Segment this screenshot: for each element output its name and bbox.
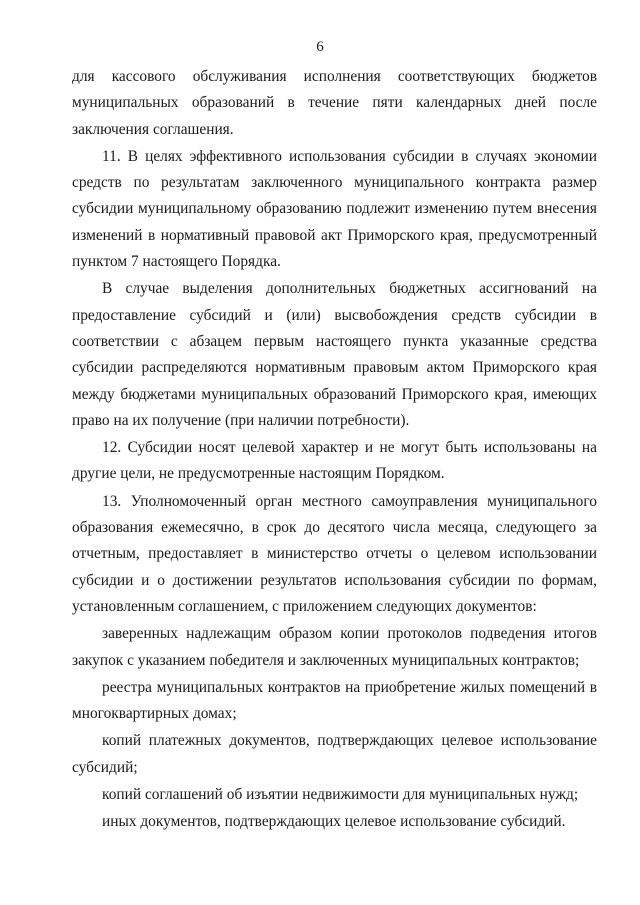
list-item-payment-documents: копий платежных документов, подтверждающих целевое использование субсидий; xyxy=(72,732,597,776)
paragraph-item-13: 13. Уполномоченный орган местного самоуправления муниципального образования ежемесячно, в срок до десятого числа месяца, следующего за отчетным, предоставляет в министерство отчеты о целевом использовании субсидии и о достижении результатов использования субсидии по формам, установленным соглашением, с приложением следующих документов: xyxy=(72,492,597,615)
paragraph-continuation: для кассового обслуживания исполнения соответствующих бюджетов муниципальных образований в течение пяти календарных дней после заключения соглашения. xyxy=(72,68,597,138)
list-item-other-documents: иных документов, подтверждающих целевое использование субсидий. xyxy=(102,813,566,831)
paragraph-item-11: 11. В целях эффективного использования субсидии в случаях экономии средств по результатам заключенного муниципального контракта размер субсидии муниципальному образованию подлежит изменению путем внесения изменений в нормативный правовой акт Приморского края, предусмотренный пунктом 7 настоящего Порядка. xyxy=(72,147,597,271)
document-body xyxy=(72,64,597,836)
list-item-seizure-agreements: копий соглашений об изъятии недвижимости для муниципальных нужд; xyxy=(102,786,579,804)
page-number: 6 xyxy=(316,39,324,55)
list-item-contracts-register: реестра муниципальных контрактов на приобретение жилых помещений в многоквартирных домах; xyxy=(72,678,597,723)
list-item-protocols: заверенных надлежащим образом копии протоколов подведения итогов закупок с указанием победителя и заключенных муниципальных контрактов; xyxy=(72,625,597,669)
paragraph-item-12: 12. Субсидии носят целевой характер и не могут быть использованы на другие цели, не предусмотренные настоящим Порядком. xyxy=(72,439,597,483)
paragraph-additional-allocations: В случае выделения дополнительных бюджетных ассигнований на предоставление субсидий и (или) высвобождения средств субсидии в соответствии с абзацем первым настоящего пункта указанные средства субсидии распределяются нормативным правовым актом Приморского края между бюджетами муниципальных образований Приморского края, имеющих право на их получение (при наличии потребности). xyxy=(72,280,597,429)
